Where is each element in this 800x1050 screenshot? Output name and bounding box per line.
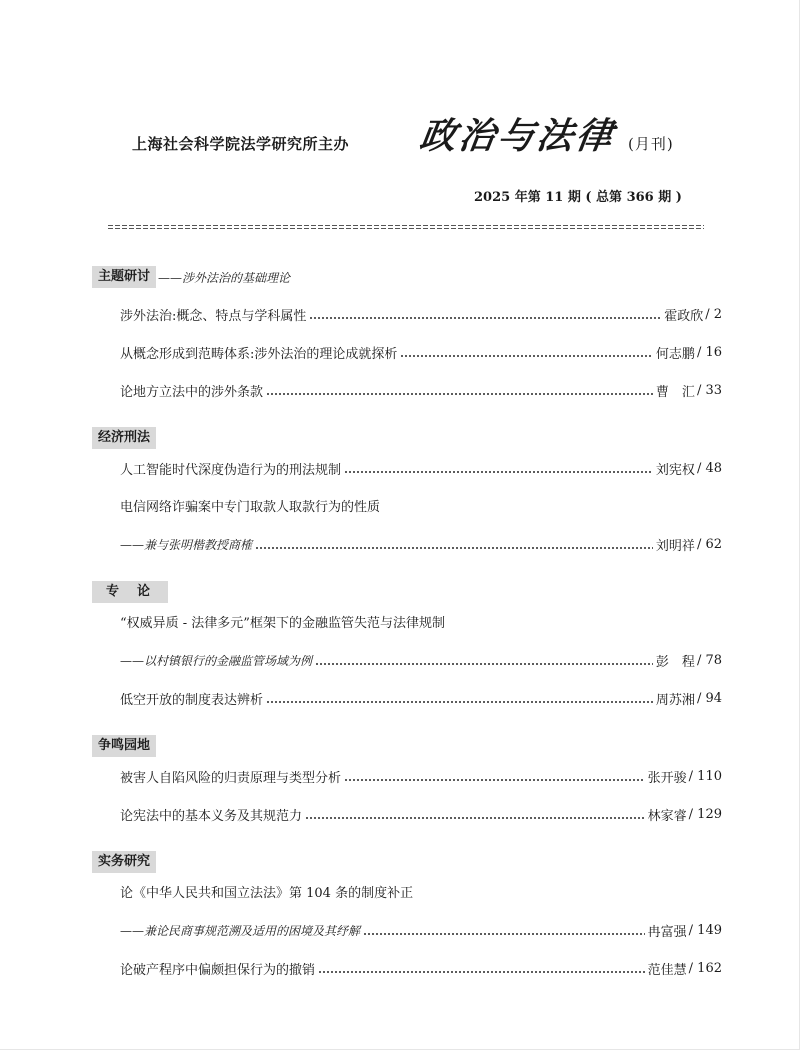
- toc-entry-subtitle[interactable]: [120, 920, 722, 940]
- toc-entry-title-only[interactable]: [120, 496, 722, 516]
- entry-page: / 33: [696, 382, 722, 398]
- toc-entry[interactable]: [120, 804, 722, 824]
- entry-title: 被害人自陷风险的归责原理与类型分析: [120, 770, 342, 786]
- entry-author: 周苏湘: [655, 692, 695, 708]
- journal-title: 政治与法律: [417, 115, 618, 157]
- section-heading: [92, 266, 290, 288]
- toc-entry-title-only[interactable]: [120, 882, 722, 902]
- toc-entry[interactable]: [120, 342, 722, 362]
- entry-page: / 149: [688, 922, 722, 938]
- entry-title: “权威异质 - 法律多元”框架下的金融监管失范与法律规制: [120, 616, 445, 631]
- journal-header: [0, 0, 800, 240]
- toc-entry[interactable]: [120, 688, 722, 708]
- section-heading: [92, 851, 156, 873]
- entry-author: 张开骏: [647, 770, 687, 786]
- section-tag: 主题研讨: [92, 266, 156, 288]
- entry-title: 论《中华人民共和国立法法》第 104 条的制度补正: [120, 886, 414, 901]
- issue-info: 2025 年第 11 期 ( 总第 366 期 ): [474, 190, 682, 205]
- dot-leader: [255, 547, 653, 549]
- section-subtitle: ——涉外法治的基础理论: [158, 270, 291, 285]
- toc-entry[interactable]: [120, 766, 722, 786]
- entry-page: / 162: [688, 960, 722, 976]
- dot-leader: [363, 933, 645, 935]
- entry-author: 冉富强: [647, 924, 687, 940]
- toc-entry[interactable]: [120, 458, 722, 478]
- entry-title: 从概念形成到范畴体系:涉外法治的理论成就探析: [120, 346, 398, 362]
- entry-page: / 62: [696, 536, 722, 552]
- entry-title: 论地方立法中的涉外条款: [120, 384, 264, 400]
- entry-page: / 16: [696, 344, 722, 360]
- section-tag: 争鸣园地: [92, 735, 156, 757]
- section-heading: [92, 427, 156, 449]
- entry-subtitle: ——以村镇银行的金融监管场域为例: [120, 653, 313, 668]
- entry-title: 电信网络诈骗案中专门取款人取款行为的性质: [120, 500, 381, 515]
- entry-author: 何志鹏: [655, 346, 695, 362]
- entry-page: / 78: [696, 652, 722, 668]
- journal-frequency: (月刊): [628, 135, 674, 153]
- entry-author: 霍政欣: [664, 308, 704, 324]
- dot-leader: [266, 701, 653, 703]
- entry-author: 范佳慧: [647, 962, 687, 978]
- entry-page: / 2: [705, 306, 722, 322]
- entry-subtitle: ——兼与张明楷教授商榷: [120, 537, 253, 552]
- toc-entry-subtitle[interactable]: [120, 650, 722, 670]
- entry-subtitle: ——兼论民商事规范溯及适用的困境及其纾解: [120, 923, 361, 938]
- entry-author: 彭 程: [655, 654, 695, 670]
- entry-page: / 94: [696, 690, 722, 706]
- entry-author: 林家睿: [647, 808, 687, 824]
- toc-entry-subtitle[interactable]: [120, 534, 722, 554]
- section-tag: 经济刑法: [92, 427, 156, 449]
- header-divider: [108, 224, 704, 230]
- entry-author: 刘明祥: [655, 538, 695, 554]
- entry-title: 涉外法治:概念、特点与学科属性: [120, 308, 307, 324]
- entry-title: 低空开放的制度表达辨析: [120, 692, 264, 708]
- toc-entry[interactable]: [120, 380, 722, 400]
- section-heading: [92, 735, 156, 757]
- entry-title: 人工智能时代深度伪造行为的刑法规制: [120, 462, 342, 478]
- section-tag: 专论: [92, 581, 168, 603]
- toc-entry[interactable]: [120, 958, 722, 978]
- entry-page: / 129: [688, 806, 722, 822]
- entry-author: 刘宪权: [655, 462, 695, 478]
- dot-leader: [318, 971, 645, 973]
- dot-leader: [305, 817, 645, 819]
- entry-title: 论宪法中的基本义务及其规范力: [120, 808, 303, 824]
- toc-entry[interactable]: [120, 304, 722, 324]
- entry-page: / 110: [688, 768, 722, 784]
- dot-leader: [315, 663, 653, 665]
- entry-page: / 48: [696, 460, 722, 476]
- section-tag: 实务研究: [92, 851, 156, 873]
- dot-leader: [400, 355, 653, 357]
- sponsor-line: 上海社会科学院法学研究所主办: [132, 135, 350, 153]
- toc-entry-title-only[interactable]: [120, 612, 722, 632]
- entry-title: 论破产程序中偏颇担保行为的撤销: [120, 962, 316, 978]
- entry-author: 曹 汇: [655, 384, 695, 400]
- dot-leader: [309, 317, 661, 319]
- section-heading: [92, 581, 168, 603]
- dot-leader: [266, 393, 653, 395]
- dot-leader: [344, 779, 645, 781]
- dot-leader: [344, 471, 653, 473]
